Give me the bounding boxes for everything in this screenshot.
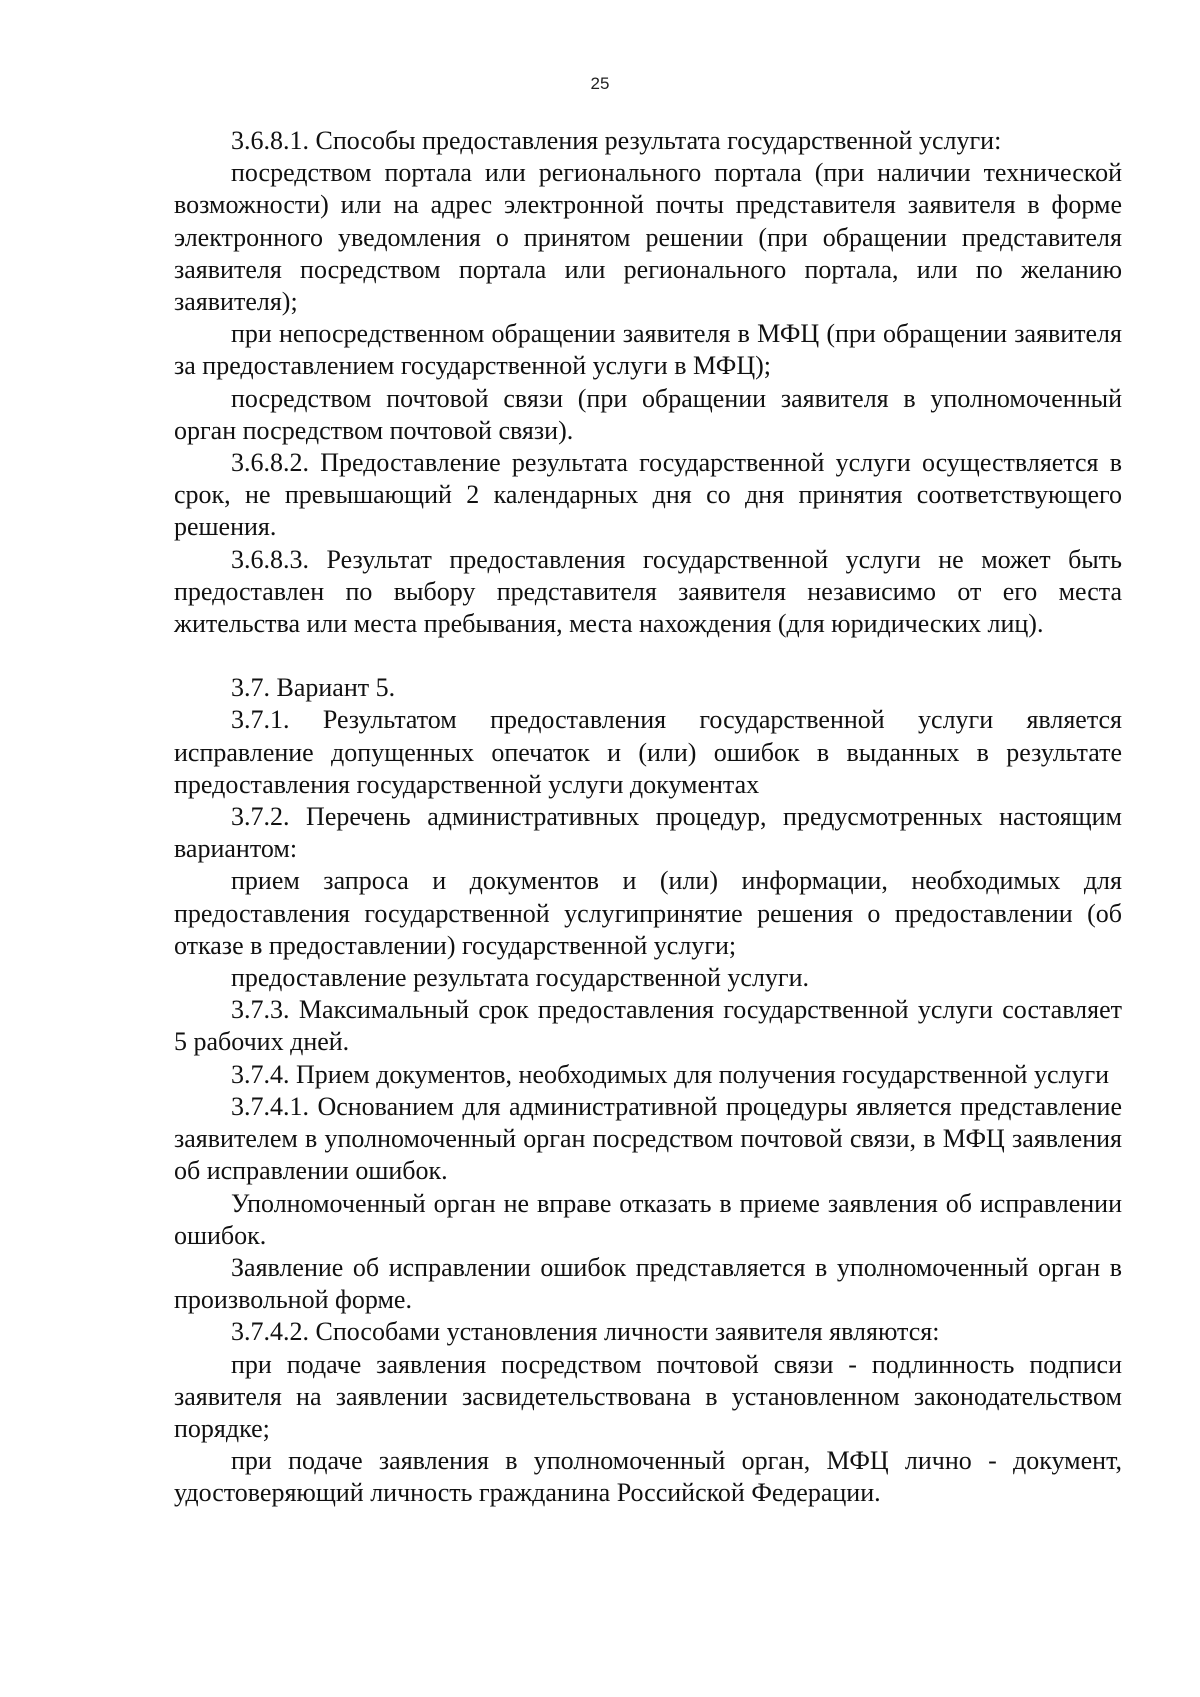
paragraph-3-6-8-1: 3.6.8.1. Способы предоставления результата государственной услуги:	[231, 126, 1002, 155]
paragraph-no-refusal: Уполномоченный орган не вправе отказать в приеме заявления об исправлении ошибок.	[174, 1188, 1122, 1250]
paragraph-free-form: Заявление об исправлении ошибок представляется в уполномоченный орган в произвольной форме.	[174, 1252, 1122, 1315]
paragraph-3-7-4-1: 3.7.4.1. Основанием для административной процедуры является представление заявителем в уполномоченный орган посредством почтовой связи, в МФЦ заявления об исправлении ошибок.	[174, 1091, 1122, 1186]
paragraph-3-7-3: 3.7.3. Максимальный срок предоставления государственной услуги составляет 5 рабочих дней.	[174, 995, 1122, 1057]
paragraph-3-7-1: 3.7.1. Результатом предоставления государственной услуги является исправление допущенных опечаток и (или) ошибок в выданных в результате предоставления государственной услуги документах	[174, 705, 1122, 799]
paragraph-post: посредством почтовой связи (при обращении заявителя в уполномоченный орган посредством почтовой связи).	[174, 383, 1122, 445]
paragraph-3-7-4-2: 3.7.4.2. Способами установления личности заявителя являются:	[231, 1317, 940, 1347]
paragraph-request-reception: прием запроса и документов и (или) информации, необходимых для предоставления государственной услугипринятие решения о предоставлении (об отказе в предоставлении) государственной услуги;	[174, 866, 1122, 960]
paragraph-3-6-8-2: 3.6.8.2. Предоставление результата государственной услуги осуществляется в срок, не превышающий 2 календарных дня со дня принятия соответствующего решения.	[174, 448, 1122, 542]
paragraph-in-person: при подаче заявления в уполномоченный орган, МФЦ лично - документ, удостоверяющий личность гражданина Российской Федерации.	[174, 1446, 1122, 1508]
page-number: 25	[590, 74, 610, 93]
paragraph-postal-signature: при подаче заявления посредством почтовой связи - подлинность подписи заявителя на заявлении засвидетельствована в установленном законодательством порядке;	[174, 1349, 1122, 1443]
paragraph-result-delivery: предоставление результата государственной услуги.	[231, 963, 810, 993]
paragraph-3-7-2: 3.7.2. Перечень административных процедур, предусмотренных настоящим вариантом:	[174, 802, 1122, 864]
paragraph-mfc: при непосредственном обращении заявителя в МФЦ (при обращении заявителя за предоставлением государственной услуги в МФЦ);	[174, 319, 1122, 381]
document-body	[174, 125, 1122, 1510]
paragraph-portal: посредством портала или регионального портала (при наличии технической возможности) или на адрес электронной почты представителя заявителя в форме электронного уведомления о принятом решении (при обращении представителя заявителя посредством портала или регионального портала, или по желанию заявителя);	[174, 158, 1122, 317]
paragraph-3-7-4: 3.7.4. Прием документов, необходимых для получения государственной услуги	[231, 1059, 1110, 1089]
heading-variant-5: 3.7. Вариант 5.	[231, 673, 396, 703]
paragraph-3-6-8-3: 3.6.8.3. Результат предоставления государственной услуги не может быть предоставлен по выбору представителя заявителя независимо от его места жительства или места пребывания, места нахождения (для юридических лиц).	[174, 544, 1122, 639]
